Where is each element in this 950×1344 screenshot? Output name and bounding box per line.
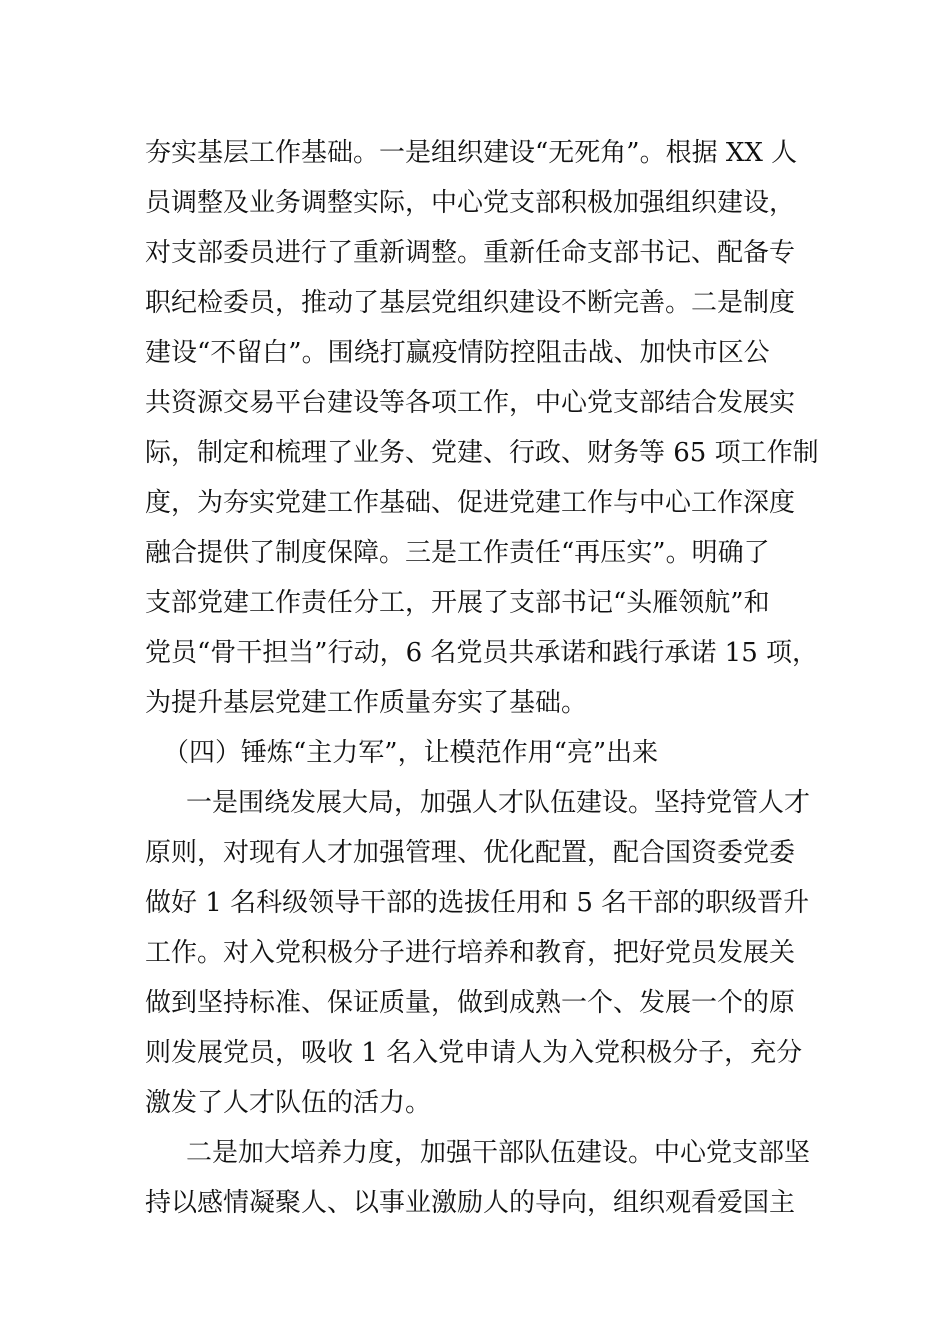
text-line: 支部党建工作责任分工，开展了支部书记“头雁领航”和 (145, 588, 770, 618)
text-line: 为提升基层党建工作质量夯实了基础。 (145, 688, 588, 718)
text-line: 共资源交易平台建设等各项工作，中心党支部结合发展实 (145, 388, 796, 418)
text-line: 做到坚持标准、保证质量，做到成熟一个、发展一个的原 (145, 988, 796, 1018)
text-line: 融合提供了制度保障。三是工作责任“再压实”。明确了 (145, 538, 770, 568)
text-line: 职纪检委员，推动了基层党组织建设不断完善。二是制度 (145, 288, 796, 318)
paragraph-first-line: 一是围绕发展大局，加强人才队伍建设。坚持党管人才 (186, 788, 811, 818)
text-line: 则发展党员，吸收 1 名入党申请人为入党积极分子，充分 (145, 1038, 803, 1068)
section-heading: （四）锤炼“主力军”，让模范作用“亮”出来 (163, 738, 659, 768)
text-line: 原则，对现有人才加强管理、优化配置，配合国资委党委 (145, 838, 796, 868)
text-line: 度，为夯实党建工作基础、促进党建工作与中心工作深度 (145, 488, 796, 518)
text-line: 持以感情凝聚人、以事业激励人的导向，组织观看爱国主 (145, 1188, 796, 1218)
text-line: 对支部委员进行了重新调整。重新任命支部书记、配备专 (145, 238, 796, 268)
text-line: 际，制定和梳理了业务、党建、行政、财务等 65 项工作制 (145, 438, 819, 468)
text-line: 建设“不留白”。围绕打赢疫情防控阻击战、加快市区公 (145, 338, 770, 368)
text-line: 党员“骨干担当”行动，6 名党员共承诺和践行承诺 15 项， (145, 638, 819, 668)
text-line: 做好 1 名科级领导干部的选拔任用和 5 名干部的职级晋升 (145, 888, 810, 918)
text-line: 工作。对入党积极分子进行培养和教育，把好党员发展关 (145, 938, 796, 968)
text-line: 员调整及业务调整实际，中心党支部积极加强组织建设， (145, 188, 796, 218)
text-line: 激发了人才队伍的活力。 (145, 1088, 432, 1118)
paragraph-first-line: 二是加大培养力度，加强干部队伍建设。中心党支部坚 (186, 1138, 811, 1168)
text-line: 夯实基层工作基础。一是组织建设“无死角”。根据 XX 人 (145, 138, 798, 168)
